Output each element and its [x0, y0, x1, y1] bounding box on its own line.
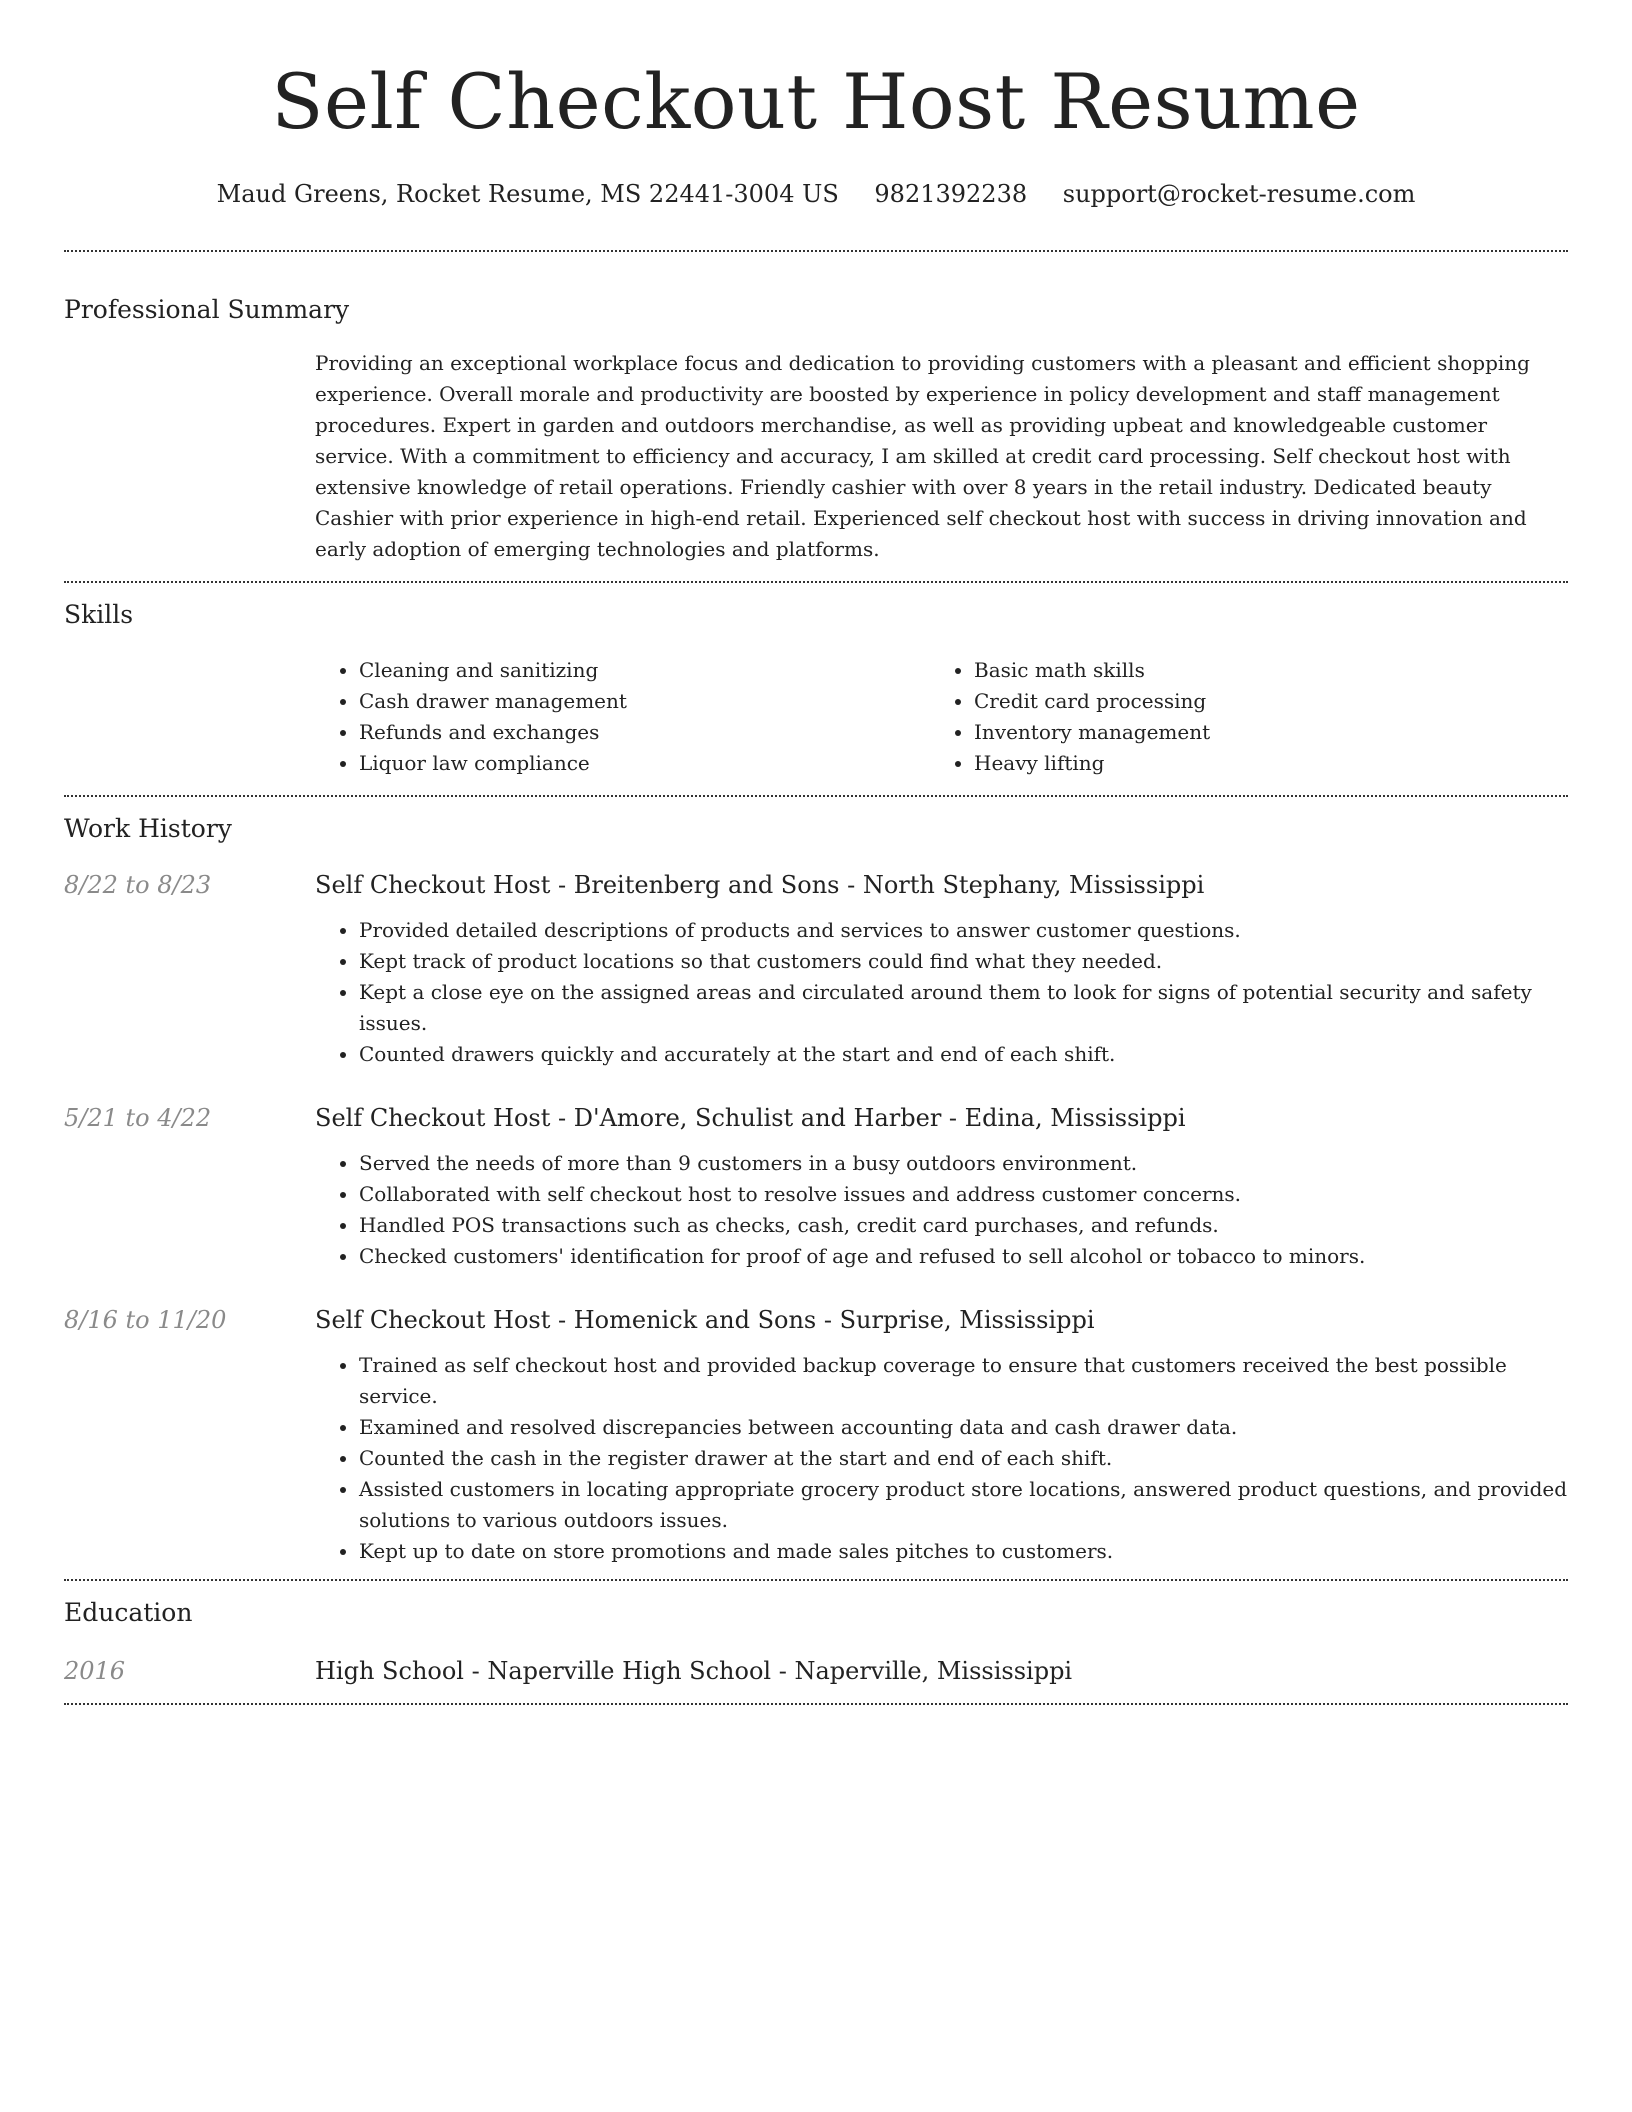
job-heading: Self Checkout Host - Homenick and Sons - Surprise, Mississippi — [315, 1306, 1095, 1334]
job-bullet: • Counted the cash in the register drawer at the start and end of each shift. — [359, 1443, 1568, 1474]
resume-page — [64, 0, 1568, 1705]
contact-phone: 9821392238 — [874, 180, 1028, 208]
job-heading: Self Checkout Host - D'Amore, Schulist and Harber - Edina, Mississippi — [315, 1104, 1186, 1132]
skill-item: • Heavy lifting — [974, 748, 1545, 779]
job-bullet: • Provided detailed descriptions of products and services to answer customer questions. — [359, 915, 1568, 946]
job-date: 5/21 to 4/22 — [64, 1104, 212, 1132]
job-bullet: • Trained as self checkout host and provided backup coverage to ensure that customers received the best possible service. — [359, 1350, 1568, 1412]
section-title-summary: Professional Summary — [64, 295, 350, 324]
section-title-skills: Skills — [64, 600, 134, 629]
job-date: 8/22 to 8/23 — [64, 871, 212, 899]
job-heading: Self Checkout Host - Breitenberg and Sons - North Stephany, Mississippi — [315, 871, 1205, 899]
job-content — [315, 869, 1568, 1070]
skill-item: • Liquor law compliance — [359, 748, 930, 779]
job-bullet: • Examined and resolved discrepancies between accounting data and cash drawer data. — [359, 1412, 1568, 1443]
job-content — [315, 1304, 1568, 1567]
contact-email: support@rocket-resume.com — [1062, 180, 1416, 208]
job-bullet: • Kept up to date on store promotions and made sales pitches to customers. — [359, 1536, 1568, 1567]
job-entry — [64, 869, 1568, 1070]
section-title-education: Education — [64, 1598, 193, 1627]
summary-text: Providing an exceptional workplace focus and dedication to providing customers with a pleasant and efficient shopping experience. Overall morale and productivity are boosted by experience in policy development and staff management procedures. Expert in garden and outdoors merchandise, as well as providing upbeat and knowledgeable customer service. With a commitment to efficiency and accuracy, I am skilled at credit card processing. Self checkout host with extensive knowledge of retail operations. Friendly cashier with over 8 years in the retail industry. Dedicated beauty Cashier with prior experience in high-end retail. Experienced self checkout host with success in driving innovation and early adoption of emerging technologies and platforms. — [315, 351, 1530, 561]
contact-address: Maud Greens, Rocket Resume, MS 22441-3004 US — [216, 180, 839, 208]
education-entry — [64, 1655, 1568, 1687]
job-bullets — [315, 915, 1568, 1070]
job-bullet: • Kept track of product locations so that customers could find what they needed. — [359, 946, 1568, 977]
skill-item: • Inventory management — [974, 717, 1545, 748]
skill-item: • Credit card processing — [974, 686, 1545, 717]
education-heading: High School - Naperville High School - Naperville, Mississippi — [315, 1657, 1073, 1685]
job-bullet: • Served the needs of more than 9 customers in a busy outdoors environment. — [359, 1148, 1568, 1179]
skills-list-right — [930, 655, 1545, 779]
education-date: 2016 — [64, 1657, 126, 1685]
job-bullet: • Handled POS transactions such as checks, cash, credit card purchases, and refunds. — [359, 1210, 1568, 1241]
job-bullet: • Kept a close eye on the assigned areas and circulated around them to look for signs of potential security and safety issues. — [359, 977, 1568, 1039]
work-history-section — [64, 813, 1568, 1567]
job-date: 8/16 to 11/20 — [64, 1306, 227, 1334]
job-bullet: • Checked customers' identification for proof of age and refused to sell alcohol or tobacco to minors. — [359, 1241, 1568, 1272]
professional-summary-section — [64, 294, 1568, 565]
divider — [64, 1579, 1568, 1581]
section-title-work: Work History — [64, 814, 232, 843]
job-bullet: • Assisted customers in locating appropriate grocery product store locations, answered product questions, and provided solutions to various outdoors issues. — [359, 1474, 1568, 1536]
resume-title: Self Checkout Host Resume — [271, 57, 1361, 146]
skill-item: • Basic math skills — [974, 655, 1545, 686]
job-bullet: • Collaborated with self checkout host to resolve issues and address customer concerns. — [359, 1179, 1568, 1210]
job-content — [315, 1102, 1568, 1272]
skills-section — [64, 599, 1568, 779]
contact-line — [64, 178, 1568, 210]
job-bullets — [315, 1350, 1568, 1567]
skill-item: • Refunds and exchanges — [359, 717, 930, 748]
divider — [64, 795, 1568, 797]
divider — [64, 250, 1568, 252]
skills-list-left — [315, 655, 930, 779]
skill-item: • Cash drawer management — [359, 686, 930, 717]
skill-item: • Cleaning and sanitizing — [359, 655, 930, 686]
job-bullet: • Counted drawers quickly and accurately at the start and end of each shift. — [359, 1039, 1568, 1070]
job-entry — [64, 1102, 1568, 1272]
job-bullets — [315, 1148, 1568, 1272]
divider — [64, 581, 1568, 583]
education-section — [64, 1597, 1568, 1687]
job-entry — [64, 1304, 1568, 1567]
skills-grid — [315, 655, 1568, 779]
divider — [64, 1703, 1568, 1705]
